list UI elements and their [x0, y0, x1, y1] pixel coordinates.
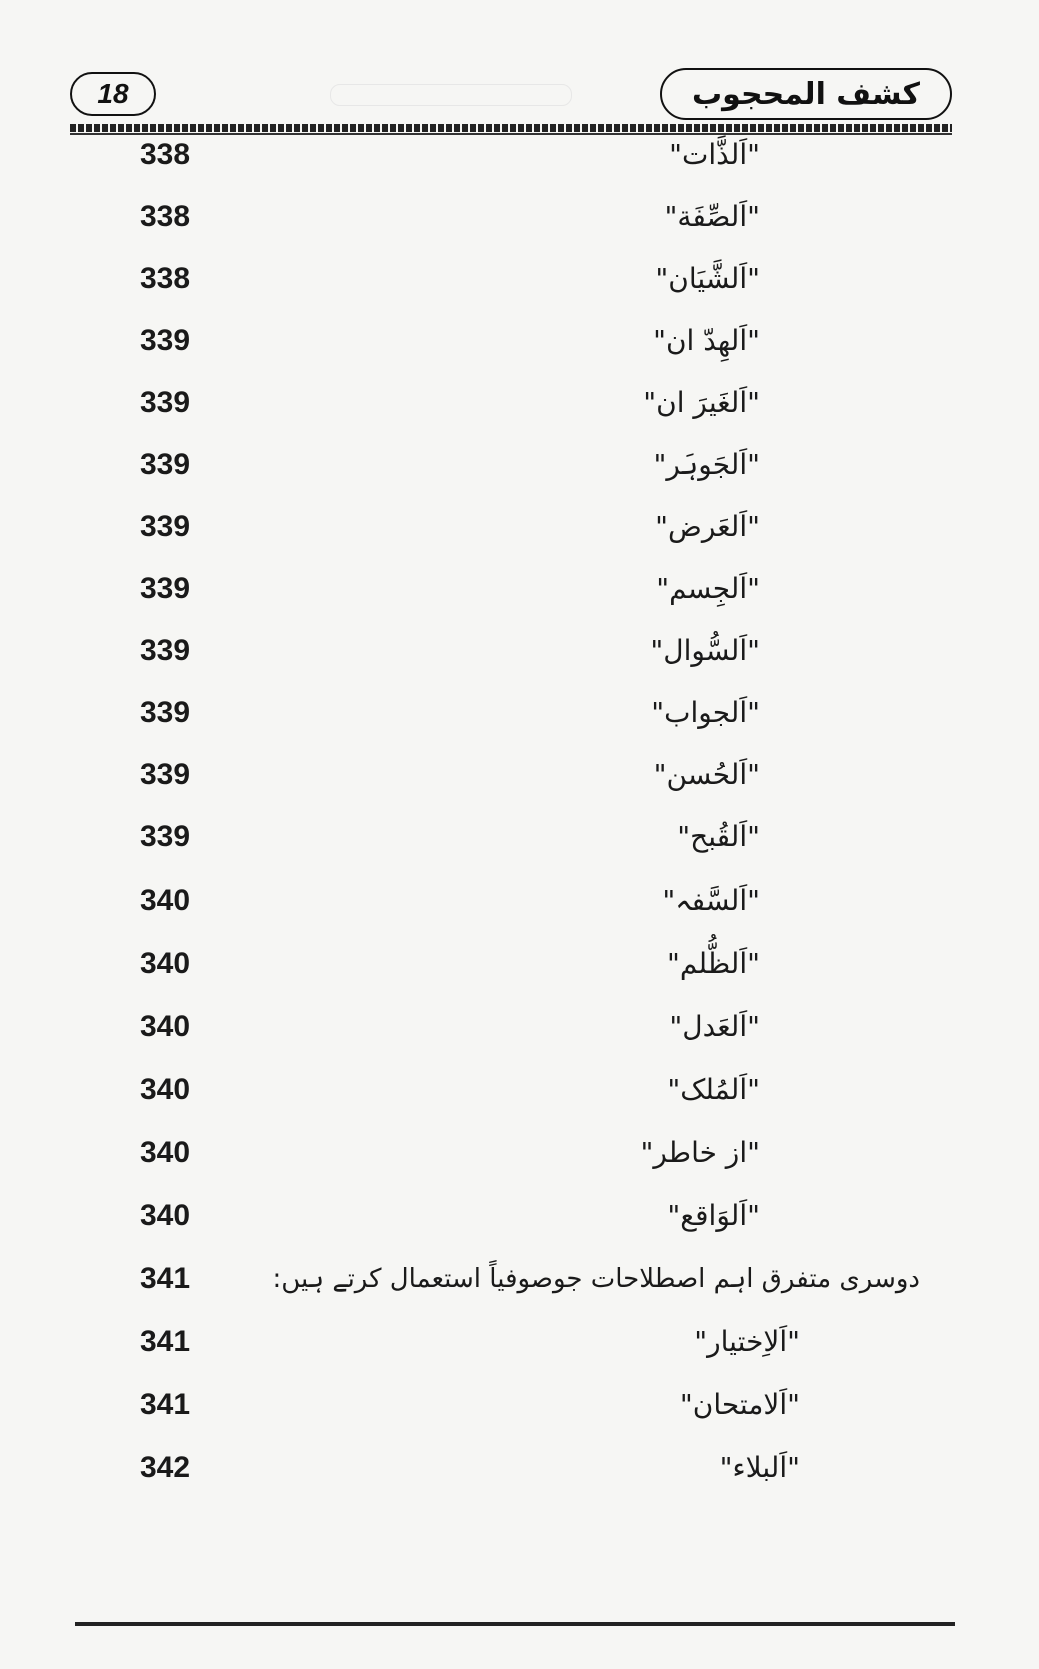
entry-term: "اَلسُّوال"	[650, 634, 760, 667]
entry-term: "اَلشَّیَان"	[655, 262, 760, 295]
entry-page-number: 338	[140, 138, 191, 171]
entry-page-number: 339	[140, 324, 191, 357]
entry-page-number: 340	[140, 1073, 191, 1106]
footer-rule	[75, 1622, 955, 1626]
page-number: 18	[70, 72, 156, 116]
index-entry	[140, 564, 900, 614]
index-entry	[140, 1128, 900, 1178]
index-entry	[140, 1380, 900, 1430]
entry-term: "اَلبلاء"	[719, 1451, 800, 1484]
entry-page-number: 342	[140, 1451, 191, 1484]
index-entry	[140, 876, 900, 926]
entry-page-number: 338	[140, 200, 191, 233]
entry-page-number: 341	[140, 1388, 191, 1421]
entry-term: "اَلجِسم"	[656, 572, 760, 605]
index-entry	[140, 1443, 900, 1493]
entry-term: "اَلجَوہَر"	[653, 448, 760, 481]
entry-term: "اَلامتحان"	[679, 1388, 800, 1421]
entry-term: "از خاطر"	[640, 1136, 760, 1169]
entry-term: "اَلجواب"	[651, 696, 760, 729]
entry-page-number: 340	[140, 1199, 191, 1232]
entry-page-number: 339	[140, 386, 191, 419]
index-entry	[140, 316, 900, 366]
entry-term: "اَلغَیرَ ان"	[643, 386, 760, 419]
entry-page-number: 339	[140, 758, 191, 791]
index-entry	[140, 626, 900, 676]
entry-term: "اَلقُبح"	[677, 820, 760, 853]
index-entry	[140, 1317, 900, 1367]
entry-page-number: 339	[140, 820, 191, 853]
entry-page-number: 341	[140, 1325, 191, 1358]
index-entry	[140, 939, 900, 989]
entry-page-number: 339	[140, 448, 191, 481]
entry-page-number: 340	[140, 1010, 191, 1043]
index-entry	[140, 812, 900, 862]
entry-page-number: 340	[140, 1136, 191, 1169]
entry-term: "اَلوَاقع"	[667, 1199, 760, 1232]
index-entry	[140, 1002, 900, 1052]
entry-term: "اَلسَّفہ"	[662, 884, 760, 917]
entry-term: "اَلصِّفَة"	[664, 200, 760, 233]
entry-term: "اَلمُلک"	[667, 1073, 760, 1106]
index-entry	[140, 1191, 900, 1241]
index-entry	[140, 1254, 920, 1304]
entry-term: "اَلظُّلم"	[667, 947, 760, 980]
index-entry	[140, 254, 900, 304]
index-entry	[140, 378, 900, 428]
bleed-through-header	[330, 84, 572, 106]
entry-term: "اَلعَرض"	[655, 510, 760, 543]
index-entry	[140, 502, 900, 552]
index-entry	[140, 1065, 900, 1115]
entry-page-number: 340	[140, 947, 191, 980]
entry-page-number: 340	[140, 884, 191, 917]
index-entry	[140, 440, 900, 490]
entry-term: "اَلعَدل"	[669, 1010, 760, 1043]
index-entry	[140, 750, 900, 800]
entry-term: "اَلذَّات"	[669, 138, 760, 171]
entry-page-number: 339	[140, 572, 191, 605]
entry-page-number: 341	[140, 1262, 191, 1295]
book-title: کشف المحجوب	[660, 68, 952, 120]
index-entry	[140, 130, 900, 180]
entry-term: "اَلحُسن"	[653, 758, 760, 791]
entry-page-number: 339	[140, 510, 191, 543]
entry-page-number: 339	[140, 634, 191, 667]
index-entry	[140, 688, 900, 738]
entry-term: دوسری متفرق اہم اصطلاحات جوصوفیاً استعمال کرتے ہیں:	[272, 1264, 920, 1294]
entry-page-number: 339	[140, 696, 191, 729]
entry-term: "اَلاِختیار"	[694, 1325, 800, 1358]
entry-term: "اَلھِدّ ان"	[653, 324, 760, 357]
index-entry	[140, 192, 900, 242]
entry-page-number: 338	[140, 262, 191, 295]
